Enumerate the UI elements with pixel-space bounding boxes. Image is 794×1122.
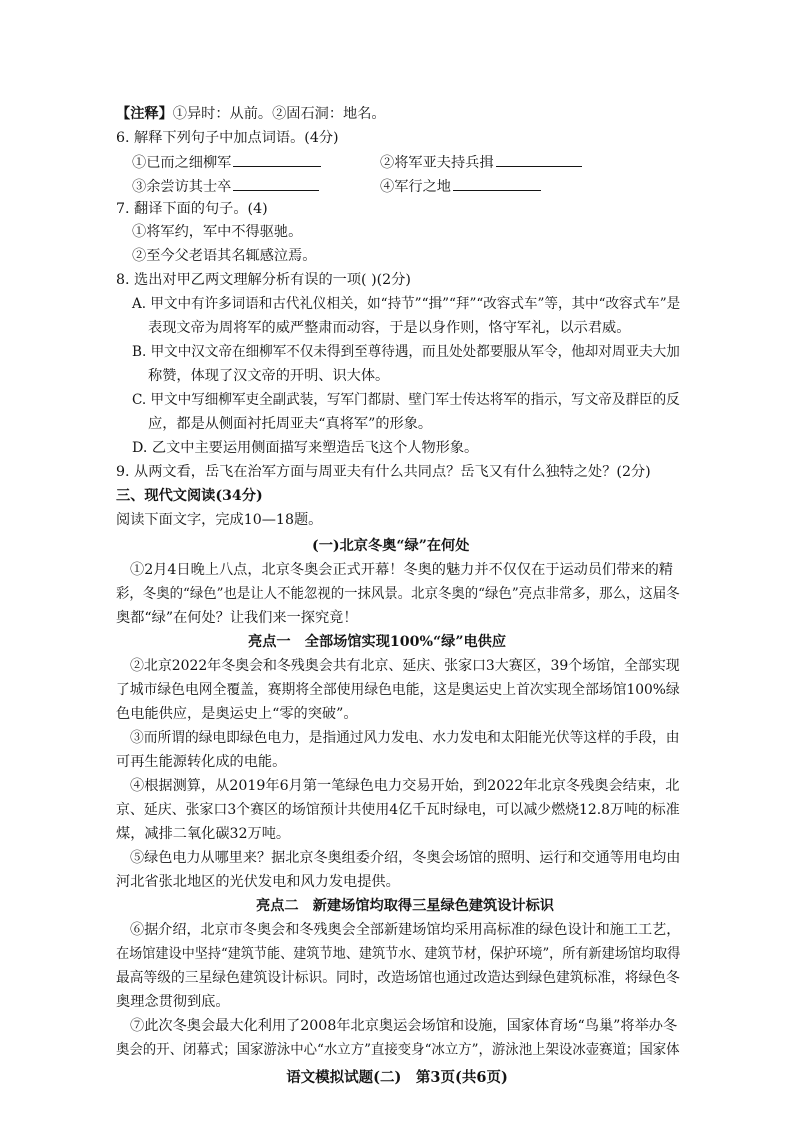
highlight-1-heading: 亮点一 全部场馆实现100%“绿”电供应	[248, 634, 507, 650]
q6-item-3-text: ③余尝访其士卒	[132, 179, 232, 195]
answer-blank[interactable]	[453, 176, 541, 191]
para-2-line-3: 色电能供应，是奥运史上“零的突破”。	[116, 706, 358, 722]
q6-item-2	[380, 152, 582, 173]
q7-item-1: ①将军约，军中不得驱驰。	[132, 224, 303, 240]
para-3-line-2: 可再生能源转化成的电能。	[116, 754, 287, 770]
para-1-line-1: ①2月4日晚上八点，北京冬奥会正式开幕！冬奥的魅力并不仅仅在于运动员们带来的精	[130, 562, 673, 578]
page-footer: 语文模拟试题(二) 第3页(共6页)	[286, 1069, 508, 1086]
q8-option-c-line2: 应，都是从侧面衬托周亚夫“真将军”的形象。	[148, 416, 433, 432]
q6-item-3	[132, 176, 319, 197]
q6-stem: 6. 解释下列句子中加点词语。(4分)	[116, 130, 339, 146]
section-3-title: 三、现代文阅读(34分)	[116, 488, 263, 504]
q6-item-4	[380, 176, 541, 197]
q8-option-b-line1: B. 甲文中汉文帝在细柳军不仅未得到至尊待遇，而且处处都要服从军令，他却对周亚夫大加	[132, 344, 680, 360]
para-1-line-3: 奥都“绿”在何处？让我们来一探究竟！	[116, 610, 358, 626]
para-7-line-2: 奥会的开、闭幕式；国家游泳中心“水立方”直接变身“冰立方”，游泳池上架设冰壶赛道；国家体	[116, 1042, 680, 1058]
q6-item-1	[132, 152, 321, 173]
answer-blank[interactable]	[496, 152, 582, 167]
answer-blank[interactable]	[233, 176, 319, 191]
para-2-line-2: 了城市绿色电网全覆盖，赛期将全部使用绿色电能，这是奥运史上首次实现全部场馆100%绿	[116, 682, 680, 698]
q7-stem: 7. 翻译下面的句子。(4)	[116, 201, 268, 217]
q6-item-2-text: ②将军亚夫持兵揖	[380, 155, 494, 171]
notes-label: 【注释】	[116, 106, 173, 122]
q8-option-a-line2: 表现文帝为周将军的威严整肃而动容，于是以身作则，恪守军礼，以示君威。	[148, 320, 631, 336]
highlight-2-heading: 亮点二 新建场馆均取得三星绿色建筑设计标识	[256, 898, 554, 914]
para-5-line-2: 河北省张北地区的光伏发电和风力发电提供。	[116, 874, 400, 890]
para-4-line-1: ④根据测算，从2019年6月第一笔绿色电力交易开始，到2022年北京冬残奥会结束，北	[130, 778, 680, 794]
notes-text: ①异时：从前。②固石洞：地名。	[172, 106, 386, 122]
q8-option-c-line1: C. 甲文中写细柳军吏全副武装，写军门都尉、壁门军士传达将军的指示，写文帝及群臣的反	[132, 392, 680, 408]
para-4-line-3: 煤，减排二氧化碳32万吨。	[116, 826, 291, 842]
q7-item-2: ②至今父老语其名辄感泣焉。	[132, 248, 317, 264]
para-6-line-1: ⑥据介绍，北京市冬奥会和冬残奥会全部新建场馆均采用高标准的绿色设计和施工工艺，	[130, 922, 681, 938]
article-title: (一)北京冬奥“绿”在何处	[312, 538, 470, 554]
para-7-line-1: ⑦此次冬奥会最大化利用了2008年北京奥运会场馆和设施，国家体育场“鸟巢”将举办冬	[130, 1018, 678, 1034]
para-5-line-1: ⑤绿色电力从哪里来？据北京冬奥组委介绍，冬奥会场馆的照明、运行和交通等用电均由	[130, 850, 681, 866]
q8-option-d: D. 乙文中主要运用侧面描写来塑造岳飞这个人物形象。	[132, 440, 479, 456]
para-3-line-1: ③而所谓的绿电即绿色电力，是指通过风力发电、水力发电和太阳能光伏等这样的手段，由	[130, 730, 680, 746]
para-6-line-4: 奥理念贯彻到底。	[116, 994, 230, 1010]
q8-option-b-line2: 称赞，体现了汉文帝的开明、识大体。	[148, 368, 390, 384]
q6-item-1-text: ①已而之细柳军	[132, 155, 232, 171]
para-4-line-2: 京、延庆、张家口3个赛区的场馆预计共使用4亿千瓦时绿电，可以减少燃烧12.8万吨的标准	[116, 802, 680, 818]
q6-item-4-text: ④军行之地	[380, 179, 451, 195]
para-6-line-2: 在场馆建设中坚持“建筑节能、建筑节地、建筑节水、建筑节材，保护环境”，所有新建场馆均取得	[116, 946, 681, 962]
para-2-line-1: ②北京2022年冬奥会和冬残奥会共有北京、延庆、张家口3大赛区，39个场馆，全部实现	[130, 658, 680, 674]
q8-stem: 8. 选出对甲乙两文理解分析有误的一项( )(2分)	[116, 272, 411, 288]
notes-line	[116, 104, 386, 124]
q8-option-a-line1: A. 甲文中有许多词语和古代礼仪相关，如“持节”“揖”“拜”“改容式车”等，其中“改容式车”是	[132, 296, 681, 312]
para-1-line-2: 彩，冬奥的“绿色”也是让人不能忽视的一抹风景。北京冬奥的“绿色”亮点非常多，那么，这届冬	[116, 586, 680, 602]
section-3-intro: 阅读下面文字，完成10—18题。	[116, 512, 323, 528]
q9-stem: 9. 从两文看，岳飞在治军方面与周亚夫有什么共同点？岳飞又有什么独特之处？(2分)	[116, 464, 651, 480]
para-6-line-3: 最高等级的三星绿色建筑设计标识。同时，改造场馆也通过改造达到绿色建筑标准，将绿色冬	[116, 970, 680, 986]
answer-blank[interactable]	[233, 152, 321, 167]
